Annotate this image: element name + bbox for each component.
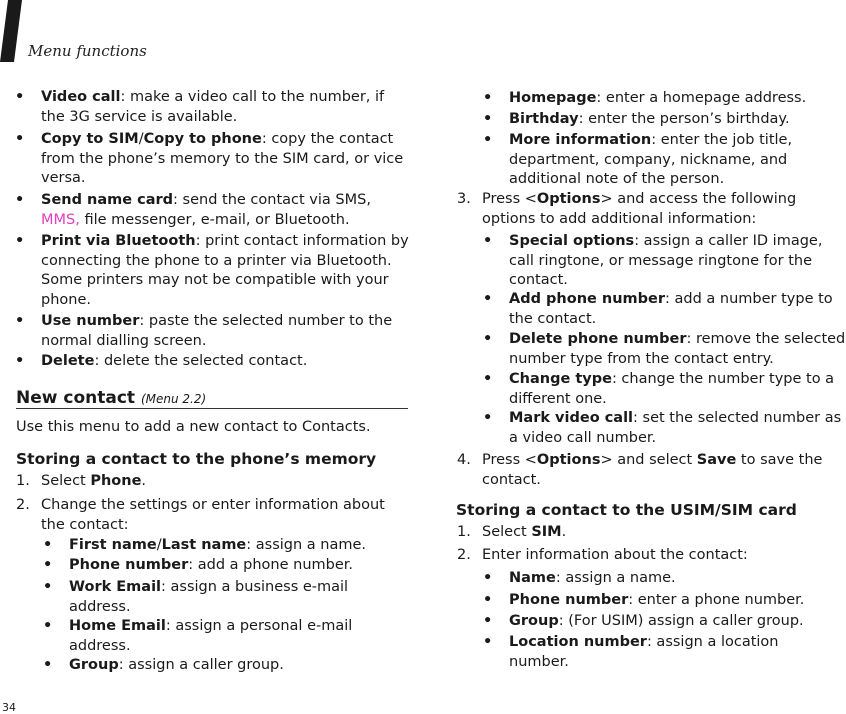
bullet-print-via-bluetooth: • Print via Bluetooth: print contact information by connecting the phone to a printer via Bluetooth. Some printers may not be compatible with your phone. [41, 232, 409, 310]
section-title-new-contact: New contact (Menu 2.2) [16, 388, 207, 408]
step-1-select-sim: 1. Select SIM. [457, 524, 567, 540]
subsection-title-usim-sim: Storing a contact to the USIM/SIM card [456, 501, 797, 519]
bullet-special-options: • Special options: assign a caller ID image, call ringtone, or message ringtone for the contact. [509, 232, 839, 291]
page-header-title: Menu functions [28, 42, 147, 60]
bullet-copy-to-sim: • Copy to SIM/Copy to phone: copy the contact from the phone’s memory to the SIM card, or vice versa. [41, 130, 406, 189]
bullet-delete-phone-number: • Delete phone number: remove the selected number type from the contact entry. [509, 330, 846, 369]
bullet-phone-number: • Phone number: add a phone number. [69, 556, 409, 576]
bullet-add-phone-number: • Add phone number: add a number type to the contact. [509, 290, 844, 329]
page-number: 34 [2, 701, 16, 714]
step-2-enter-information: 2. Enter information about the contact: [457, 547, 748, 563]
step-2-change-settings: 2. Change the settings or enter information about the contact: [16, 497, 385, 533]
bullet-mark-video-call: • Mark video call: set the selected number as a video call number. [509, 409, 844, 448]
bullet-use-number: • Use number: paste the selected number to the normal dialling screen. [41, 312, 409, 351]
bullet-homepage: • Homepage: enter a homepage address. [509, 89, 839, 109]
section-intro: Use this menu to add a new contact to Contacts. [16, 419, 371, 435]
bullet-location-number: • Location number: assign a location number. [509, 633, 809, 672]
bullet-work-email: • Work Email: assign a business e-mail address. [69, 578, 369, 617]
bullet-video-call: • Video call: make a video call to the number, if the 3G service is available. [41, 88, 406, 127]
header-accent-bar [0, 0, 22, 62]
bullet-phone-number-sim: • Phone number: enter a phone number. [509, 591, 839, 611]
section-rule [16, 408, 408, 409]
bullet-name: • Name: assign a name. [509, 569, 839, 589]
bullet-change-type: • Change type: change the number type to a different one. [509, 370, 844, 409]
step-3-press-options: 3. Press <Options> and access the following options to add additional information: [457, 191, 797, 227]
step-1-select-phone: 1. Select Phone. [16, 473, 147, 489]
bullet-delete: • Delete: delete the selected contact. [41, 352, 409, 372]
bullet-home-email: • Home Email: assign a personal e-mail address. [69, 617, 369, 656]
bullet-more-information: • More information: enter the job title, department, company, nickname, and additional note of the person. [509, 131, 819, 190]
step-4-save: 4. Press <Options> and select Save to save the contact. [457, 452, 823, 488]
bullet-group-usim: • Group: (For USIM) assign a caller group. [509, 612, 839, 632]
subsection-title-phone-memory: Storing a contact to the phone’s memory [16, 450, 377, 468]
bullet-first-last-name: • First name/Last name: assign a name. [69, 536, 409, 556]
bullet-birthday: • Birthday: enter the person’s birthday. [509, 110, 839, 130]
bullet-send-name-card: • Send name card: send the contact via SMS, MMS, file messenger, e-mail, or Bluetooth. [41, 191, 406, 230]
bullet-group: • Group: assign a caller group. [69, 656, 409, 676]
mms-link[interactable]: MMS, [41, 211, 80, 228]
